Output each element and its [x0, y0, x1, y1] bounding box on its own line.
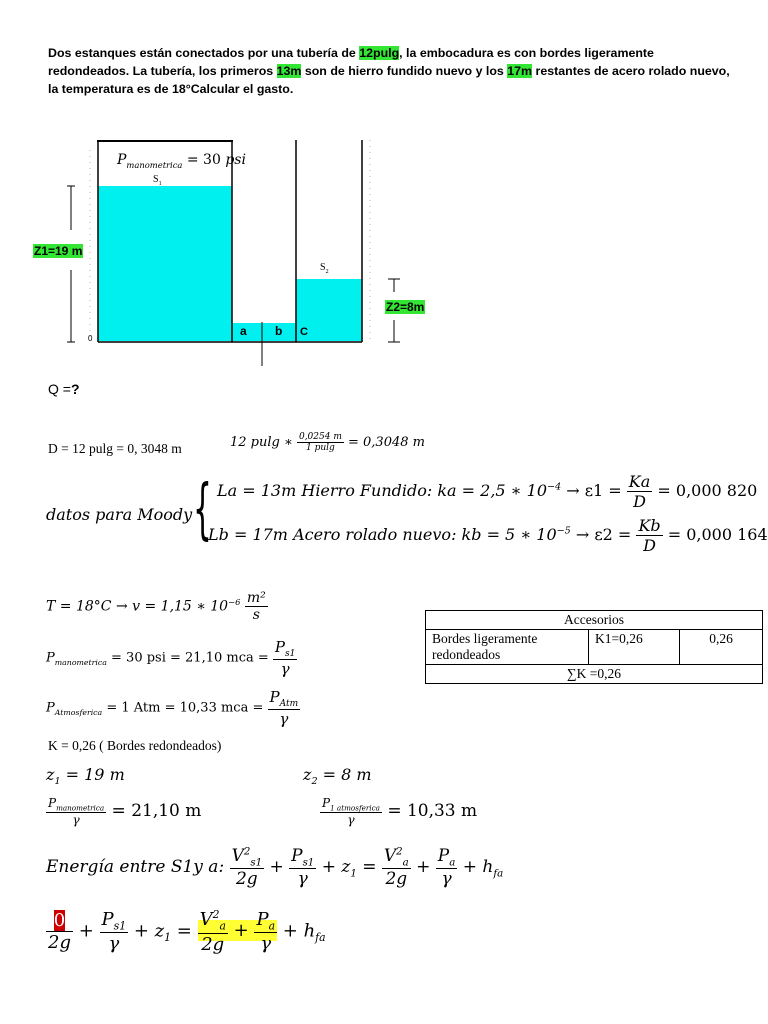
moody-row-1: La = 13m Hierro Fundido: ka = 2,5 ∗ $10^{-4} \to \varepsilon 1$ = $\frac{Ka}{D}$ = 0,000 820: [217, 472, 758, 511]
problem-text-2: , la embocadura es con bordes ligeramente redondeados. La tubería, los primeros: [48, 46, 654, 78]
table-header-row: [426, 611, 763, 630]
z1-value: $z_1 = 19$ m: [46, 765, 125, 788]
k-line: K = 0,26 ( Bordes redondeados): [48, 738, 222, 753]
moody-label: datos para Moody: [46, 505, 193, 524]
manometric-pressure-line: $P_{manometrica} = 30$ psi = 21,10 mca = $\frac{P_{s1}}{\gamma}$: [46, 638, 296, 678]
length-b-highlight: 17m: [507, 64, 533, 78]
s2-label: $S_2$: [320, 262, 329, 275]
diameter-conversion: 12 pulg ∗ $\frac{0,0254 m}{1 pulg}$ = 0,3048 m: [230, 432, 425, 453]
point-b-label: b: [275, 324, 283, 338]
point-a-label: a: [240, 324, 247, 338]
accessories-table: [425, 610, 763, 684]
table-cell-label: Bordes ligeramente redondeados: [426, 630, 589, 665]
z1-tag: Z1=19 m: [34, 244, 83, 258]
length-a-highlight: 13m: [276, 64, 302, 78]
moody-brace: {: [193, 470, 212, 547]
pipe-diameter-highlight: 12pulg: [359, 46, 400, 60]
table-sum: ∑K =0,26: [426, 665, 763, 684]
energy-equation-substituted: $\frac{0}{2g}$ + $\frac{P_{s1}}{\gamma}$ + $z_1$ = $\frac{V^2_a}{2g}$ + $\frac{P_a}{\gamma}$ + $h_{fa}$: [48, 908, 326, 955]
zero-label: 0: [88, 334, 93, 343]
problem-text-1: Dos estanques están conectados por una tubería de: [48, 46, 360, 60]
z2-value: $z_2 = 8$ m: [303, 765, 372, 788]
tank1-water: [98, 186, 232, 341]
problem-text-4: restantes de acero rolado nuevo, la temperatura es de 18°Calcular el gasto.: [48, 64, 730, 96]
tank-diagram: [0, 130, 425, 370]
atmospheric-head: $\frac{P_{1 atmosferica}}{\gamma}$ = 10,33 m: [322, 796, 478, 828]
table-cell-value: 0,26: [680, 630, 763, 665]
table-sum-row: [426, 665, 763, 684]
energy-equation: Energía entre S1y a: $\frac{V^2_{s1}}{2g}$ + $\frac{P_{s1}}{\gamma}$ + $z_1$ = $\frac{V^2_a}{2g}$ + $\frac{P_a}{\gamma}$ + $h_{fa}$: [46, 846, 504, 890]
z2-tag: Z2=8m: [386, 300, 425, 314]
problem-statement: [48, 44, 738, 98]
table-cell-k: K1=0,26: [589, 630, 680, 665]
s1-label: $S_1$: [153, 174, 162, 187]
pressure-label: $P_{manometrica} = 30$ psi: [117, 152, 246, 170]
table-row: [426, 630, 763, 665]
temperature-line: T = 18°C → v = 1,15 ∗ $10^{-6}$ $\frac{\text{m²}}{s}$: [46, 590, 266, 623]
table-header: Accesorios: [426, 611, 763, 630]
point-c-label: C: [300, 326, 308, 338]
problem-text-3: son de hierro fundido nuevo y los: [301, 64, 508, 78]
q-line: Q =?: [48, 381, 80, 397]
moody-row-2: Lb = 17m Acero rolado nuevo: kb = 5 ∗ $10^{-5} \to \varepsilon 2$ = $\frac{Kb}{D}$ = 0,000 164: [208, 516, 768, 555]
manometric-head: $\frac{P_{manometrica}}{\gamma}$ = 21,10 m: [48, 796, 202, 828]
atmospheric-pressure-line: $P_{Atmosferica} = 1$ Atm = 10,33 mca = $\frac{P_{Atm}}{\gamma}$: [46, 688, 299, 728]
diameter-line: D = 12 pulg = 0, 3048 m: [48, 441, 182, 456]
